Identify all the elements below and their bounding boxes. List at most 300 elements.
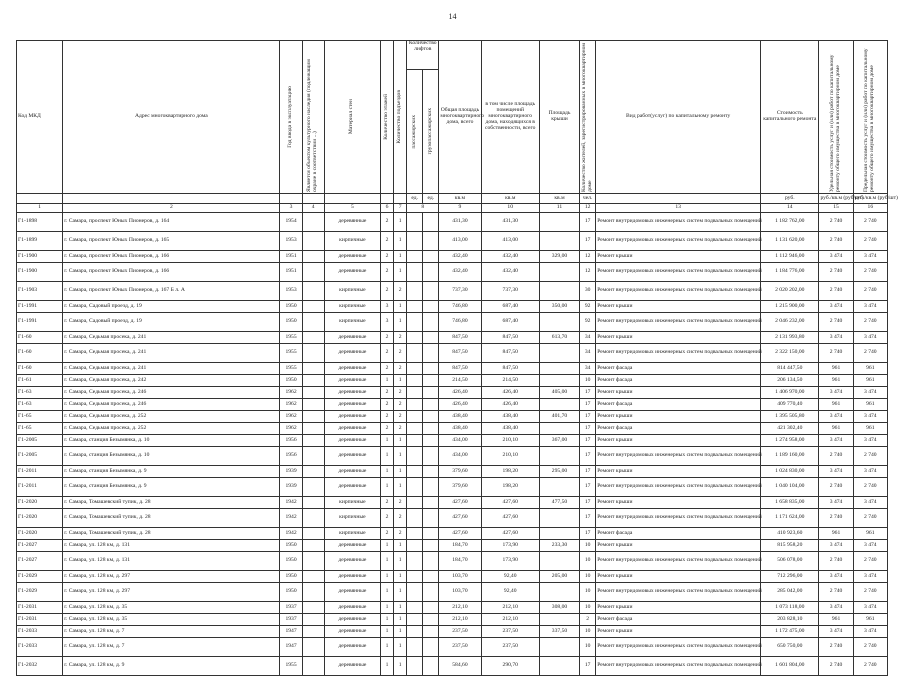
row-max-cost: 3 474 bbox=[853, 602, 887, 614]
table-row bbox=[17, 552, 888, 571]
row-floors: 2 bbox=[381, 411, 394, 423]
row-floors: 1 bbox=[381, 375, 394, 387]
row-residents: 17 bbox=[580, 466, 596, 478]
row-lifts-cargo bbox=[423, 638, 439, 657]
row-roof-area bbox=[539, 528, 579, 540]
row-heritage bbox=[302, 332, 324, 344]
row-unit-cost: 3 474 bbox=[819, 301, 853, 313]
row-residents: 17 bbox=[580, 497, 596, 509]
table-row bbox=[17, 411, 888, 423]
row-max-cost: 3 474 bbox=[853, 332, 887, 344]
unit-cell: кв.м bbox=[439, 194, 481, 204]
row-residents: 17 bbox=[580, 528, 596, 540]
table-row bbox=[17, 583, 888, 602]
row-area-total: 427,60 bbox=[439, 528, 481, 540]
header-address: Адрес многоквартирного дома bbox=[63, 41, 280, 194]
row-area-owned: 212,10 bbox=[481, 602, 539, 614]
row-work-type: Ремонт внутридомовых инженерных систем подвальных помещений bbox=[596, 478, 761, 497]
row-lifts-passenger bbox=[407, 571, 423, 583]
row-lifts-cargo bbox=[423, 528, 439, 540]
row-address: г. Самара, Седьмая просека, д. 241 bbox=[63, 344, 280, 363]
row-entrances: 1 bbox=[394, 583, 407, 602]
row-lifts-cargo bbox=[423, 478, 439, 497]
row-address: г. Самара, Садовый проезд, д. 19 bbox=[63, 313, 280, 332]
row-floors: 2 bbox=[381, 509, 394, 528]
row-max-cost: 2 740 bbox=[853, 232, 887, 251]
table-row bbox=[17, 540, 888, 552]
row-roof-area: 367,00 bbox=[539, 435, 579, 447]
row-year: 1955 bbox=[280, 332, 302, 344]
row-floors: 2 bbox=[381, 263, 394, 282]
row-heritage bbox=[302, 540, 324, 552]
row-lifts-cargo bbox=[423, 435, 439, 447]
row-residents: 12 bbox=[580, 263, 596, 282]
row-residents: 10 bbox=[580, 552, 596, 571]
unit-cell bbox=[324, 194, 380, 204]
row-floors: 2 bbox=[381, 399, 394, 411]
row-max-cost: 3 474 bbox=[853, 435, 887, 447]
row-area-owned: 438,40 bbox=[481, 411, 539, 423]
row-cost: 1 601 804,00 bbox=[761, 657, 819, 676]
row-residents: 10 bbox=[580, 540, 596, 552]
row-work-type: Ремонт внутридомовых инженерных систем подвальных помещений bbox=[596, 263, 761, 282]
row-work-type: Ремонт крыши bbox=[596, 301, 761, 313]
row-year: 1962 bbox=[280, 411, 302, 423]
row-floors: 1 bbox=[381, 583, 394, 602]
row-cost: 814 447,50 bbox=[761, 363, 819, 375]
row-max-cost: 3 474 bbox=[853, 540, 887, 552]
row-floors: 1 bbox=[381, 614, 394, 626]
unit-cell: руб./кв.м (руб/шт) bbox=[819, 194, 853, 204]
row-cost: 1 274 958,00 bbox=[761, 435, 819, 447]
row-unit-cost: 3 474 bbox=[819, 387, 853, 399]
row-year: 1950 bbox=[280, 375, 302, 387]
row-residents: 10 bbox=[580, 626, 596, 638]
row-unit-cost: 961 bbox=[819, 399, 853, 411]
row-area-total: 427,60 bbox=[439, 509, 481, 528]
row-lifts-passenger bbox=[407, 332, 423, 344]
row-area-total: 212,10 bbox=[439, 602, 481, 614]
row-heritage bbox=[302, 399, 324, 411]
row-floors: 2 bbox=[381, 344, 394, 363]
row-address: г. Самара, станция Безымянка, д. 9 bbox=[63, 466, 280, 478]
row-heritage bbox=[302, 263, 324, 282]
row-heritage bbox=[302, 638, 324, 657]
table-row bbox=[17, 263, 888, 282]
row-year: 1955 bbox=[280, 657, 302, 676]
row-address: г. Самара, станция Безымянка, д. 10 bbox=[63, 435, 280, 447]
unit-cell bbox=[63, 194, 280, 204]
row-walls: деревянные bbox=[324, 435, 380, 447]
row-lifts-cargo bbox=[423, 657, 439, 676]
row-work-type: Ремонт фасада bbox=[596, 423, 761, 435]
row-max-cost: 3 474 bbox=[853, 387, 887, 399]
row-unit-cost: 3 474 bbox=[819, 411, 853, 423]
row-floors: 2 bbox=[381, 251, 394, 263]
row-area-total: 426,40 bbox=[439, 387, 481, 399]
row-code: Г1-2032 bbox=[17, 657, 63, 676]
row-heritage bbox=[302, 583, 324, 602]
row-code: Г1-60 bbox=[17, 363, 63, 375]
row-walls: деревянные bbox=[324, 399, 380, 411]
row-floors: 1 bbox=[381, 657, 394, 676]
row-entrances: 2 bbox=[394, 344, 407, 363]
row-lifts-cargo bbox=[423, 332, 439, 344]
row-lifts-passenger bbox=[407, 263, 423, 282]
row-roof-area bbox=[539, 263, 579, 282]
row-residents: 34 bbox=[580, 332, 596, 344]
row-walls: деревянные bbox=[324, 263, 380, 282]
row-area-total: 434,00 bbox=[439, 447, 481, 466]
row-area-total: 746,80 bbox=[439, 313, 481, 332]
row-year: 1947 bbox=[280, 638, 302, 657]
row-max-cost: 961 bbox=[853, 375, 887, 387]
row-work-type: Ремонт крыши bbox=[596, 571, 761, 583]
row-code: Г1-65 bbox=[17, 411, 63, 423]
row-max-cost: 961 bbox=[853, 614, 887, 626]
row-area-total: 746,80 bbox=[439, 301, 481, 313]
row-entrances: 2 bbox=[394, 399, 407, 411]
unit-cell bbox=[596, 194, 761, 204]
row-residents: 17 bbox=[580, 399, 596, 411]
row-unit-cost: 961 bbox=[819, 614, 853, 626]
col-number: 13 bbox=[596, 204, 761, 213]
unit-cell bbox=[280, 194, 302, 204]
row-lifts-passenger bbox=[407, 447, 423, 466]
row-code: Г1-2027 bbox=[17, 552, 63, 571]
table-row bbox=[17, 447, 888, 466]
unit-cell bbox=[394, 194, 407, 204]
row-cost: 1 658 835,00 bbox=[761, 497, 819, 509]
row-cost: 2 020 202,00 bbox=[761, 282, 819, 301]
row-area-total: 432,40 bbox=[439, 263, 481, 282]
row-lifts-cargo bbox=[423, 602, 439, 614]
row-year: 1947 bbox=[280, 626, 302, 638]
row-unit-cost: 2 740 bbox=[819, 282, 853, 301]
row-floors: 1 bbox=[381, 447, 394, 466]
row-unit-cost: 961 bbox=[819, 363, 853, 375]
row-address: г. Самара, Седьмая просека, д. 252 bbox=[63, 423, 280, 435]
header-cost: Стоимость капитального ремонта bbox=[761, 41, 819, 194]
row-heritage bbox=[302, 657, 324, 676]
row-max-cost: 961 bbox=[853, 363, 887, 375]
row-address: г. Самара, ул. 128 км, д. 9 bbox=[63, 657, 280, 676]
row-floors: 1 bbox=[381, 466, 394, 478]
row-entrances: 2 bbox=[394, 423, 407, 435]
row-entrances: 1 bbox=[394, 301, 407, 313]
row-heritage bbox=[302, 528, 324, 540]
row-lifts-cargo bbox=[423, 375, 439, 387]
row-entrances: 2 bbox=[394, 528, 407, 540]
row-walls: кирпичные bbox=[324, 301, 380, 313]
row-lifts-passenger bbox=[407, 626, 423, 638]
table-row bbox=[17, 509, 888, 528]
row-heritage bbox=[302, 626, 324, 638]
row-walls: кирпичные bbox=[324, 232, 380, 251]
row-roof-area bbox=[539, 213, 579, 232]
row-floors: 2 bbox=[381, 423, 394, 435]
row-roof-area: 405,00 bbox=[539, 387, 579, 399]
row-walls: деревянные bbox=[324, 571, 380, 583]
row-area-owned: 92,40 bbox=[481, 571, 539, 583]
row-unit-cost: 3 474 bbox=[819, 540, 853, 552]
row-area-owned: 432,40 bbox=[481, 251, 539, 263]
row-floors: 3 bbox=[381, 313, 394, 332]
row-cost: 1 189 160,00 bbox=[761, 447, 819, 466]
header-unit-cost: Удельная стоимость услуг и (или) работ по капитальному ремонту общего имущества в многоквартирном доме bbox=[819, 41, 853, 194]
row-roof-area: 308,00 bbox=[539, 602, 579, 614]
row-year: 1955 bbox=[280, 344, 302, 363]
row-area-owned: 427,60 bbox=[481, 509, 539, 528]
row-max-cost: 3 474 bbox=[853, 251, 887, 263]
row-address: г. Самара, проспект Юных Пионеров, д. 165 bbox=[63, 232, 280, 251]
row-address: г. Самара, Седьмая просека, д. 246 bbox=[63, 399, 280, 411]
col-number: 12 bbox=[580, 204, 596, 213]
row-entrances: 1 bbox=[394, 263, 407, 282]
row-heritage bbox=[302, 423, 324, 435]
row-heritage bbox=[302, 375, 324, 387]
row-area-total: 103,70 bbox=[439, 583, 481, 602]
row-floors: 2 bbox=[381, 497, 394, 509]
row-lifts-cargo bbox=[423, 423, 439, 435]
row-area-total: 426,40 bbox=[439, 399, 481, 411]
row-floors: 1 bbox=[381, 602, 394, 614]
row-heritage bbox=[302, 363, 324, 375]
row-area-owned: 173,90 bbox=[481, 540, 539, 552]
table-row bbox=[17, 602, 888, 614]
row-max-cost: 2 740 bbox=[853, 657, 887, 676]
row-max-cost: 2 740 bbox=[853, 344, 887, 363]
row-walls: кирпичные bbox=[324, 528, 380, 540]
row-lifts-passenger bbox=[407, 375, 423, 387]
row-residents: 17 bbox=[580, 657, 596, 676]
row-area-total: 103,70 bbox=[439, 571, 481, 583]
row-max-cost: 2 740 bbox=[853, 282, 887, 301]
row-lifts-passenger bbox=[407, 583, 423, 602]
row-area-owned: 212,10 bbox=[481, 614, 539, 626]
row-heritage bbox=[302, 313, 324, 332]
row-address: г. Самара, ул. 128 км, д. 35 bbox=[63, 602, 280, 614]
row-area-owned: 427,60 bbox=[481, 497, 539, 509]
row-cost: 421 302,40 bbox=[761, 423, 819, 435]
row-area-owned: 237,50 bbox=[481, 626, 539, 638]
header-heritage: Является объектом культурного наследия (подлежащим охране в соответствии ...) bbox=[302, 41, 324, 194]
row-area-total: 237,50 bbox=[439, 626, 481, 638]
row-code: Г1-2033 bbox=[17, 626, 63, 638]
row-heritage bbox=[302, 466, 324, 478]
row-heritage bbox=[302, 447, 324, 466]
row-area-owned: 214,50 bbox=[481, 375, 539, 387]
row-lifts-cargo bbox=[423, 282, 439, 301]
row-lifts-passenger bbox=[407, 638, 423, 657]
row-lifts-passenger bbox=[407, 509, 423, 528]
row-cost: 1 406 970,00 bbox=[761, 387, 819, 399]
row-lifts-cargo bbox=[423, 447, 439, 466]
row-walls: деревянные bbox=[324, 363, 380, 375]
row-cost: 1 182 762,00 bbox=[761, 213, 819, 232]
row-walls: деревянные bbox=[324, 583, 380, 602]
table-row bbox=[17, 614, 888, 626]
row-area-total: 214,50 bbox=[439, 375, 481, 387]
row-unit-cost: 961 bbox=[819, 423, 853, 435]
row-residents: 10 bbox=[580, 571, 596, 583]
row-floors: 2 bbox=[381, 363, 394, 375]
row-year: 1942 bbox=[280, 528, 302, 540]
row-work-type: Ремонт крыши bbox=[596, 411, 761, 423]
row-cost: 2 131 993,80 bbox=[761, 332, 819, 344]
table-row bbox=[17, 344, 888, 363]
row-unit-cost: 2 740 bbox=[819, 447, 853, 466]
row-unit-cost: 2 740 bbox=[819, 478, 853, 497]
row-area-total: 184,70 bbox=[439, 540, 481, 552]
row-cost: 285 042,00 bbox=[761, 583, 819, 602]
table-row bbox=[17, 626, 888, 638]
row-area-total: 434,00 bbox=[439, 435, 481, 447]
row-lifts-cargo bbox=[423, 552, 439, 571]
row-lifts-cargo bbox=[423, 232, 439, 251]
row-max-cost: 2 740 bbox=[853, 263, 887, 282]
row-max-cost: 3 474 bbox=[853, 497, 887, 509]
row-walls: деревянные bbox=[324, 657, 380, 676]
row-walls: деревянные bbox=[324, 213, 380, 232]
row-unit-cost: 2 740 bbox=[819, 638, 853, 657]
row-area-owned: 737,30 bbox=[481, 282, 539, 301]
row-floors: 1 bbox=[381, 571, 394, 583]
row-address: г. Самара, Седьмая просека, д. 246 bbox=[63, 387, 280, 399]
row-walls: деревянные bbox=[324, 614, 380, 626]
row-code: Г1-63 bbox=[17, 387, 63, 399]
row-max-cost: 2 740 bbox=[853, 552, 887, 571]
row-address: г. Самара, ул. 128 км, д. 7 bbox=[63, 638, 280, 657]
row-walls: деревянные bbox=[324, 423, 380, 435]
table-row bbox=[17, 435, 888, 447]
table-row bbox=[17, 251, 888, 263]
row-year: 1962 bbox=[280, 387, 302, 399]
row-year: 1951 bbox=[280, 251, 302, 263]
row-address: г. Самара, ул. 128 км, д. 131 bbox=[63, 552, 280, 571]
row-residents: 34 bbox=[580, 363, 596, 375]
row-residents: 17 bbox=[580, 435, 596, 447]
row-area-total: 431,30 bbox=[439, 213, 481, 232]
row-code: Г1-61 bbox=[17, 375, 63, 387]
row-lifts-cargo bbox=[423, 363, 439, 375]
row-code: Г1-2029 bbox=[17, 571, 63, 583]
table-row bbox=[17, 657, 888, 676]
table-row bbox=[17, 466, 888, 478]
row-year: 1950 bbox=[280, 583, 302, 602]
row-lifts-passenger bbox=[407, 399, 423, 411]
row-area-total: 737,30 bbox=[439, 282, 481, 301]
row-year: 1956 bbox=[280, 447, 302, 466]
row-roof-area: 477,50 bbox=[539, 497, 579, 509]
row-area-owned: 413,00 bbox=[481, 232, 539, 251]
row-max-cost: 961 bbox=[853, 423, 887, 435]
header-walls: Материал стен bbox=[324, 41, 380, 194]
row-floors: 1 bbox=[381, 626, 394, 638]
row-entrances: 1 bbox=[394, 540, 407, 552]
row-year: 1939 bbox=[280, 466, 302, 478]
row-work-type: Ремонт внутридомовых инженерных систем подвальных помещений bbox=[596, 447, 761, 466]
row-walls: деревянные bbox=[324, 344, 380, 363]
row-lifts-passenger bbox=[407, 497, 423, 509]
row-entrances: 2 bbox=[394, 332, 407, 344]
col-number: 7 bbox=[394, 204, 407, 213]
table-row bbox=[17, 282, 888, 301]
row-address: г. Самара, Седьмая просека, д. 252 bbox=[63, 411, 280, 423]
row-area-owned: 198,20 bbox=[481, 466, 539, 478]
row-year: 1937 bbox=[280, 614, 302, 626]
header-area-owned: в том числе площадь помещений многоквартирного дома, находящихся в собственности, всего bbox=[481, 41, 539, 194]
row-lifts-passenger bbox=[407, 528, 423, 540]
row-year: 1956 bbox=[280, 435, 302, 447]
row-address: г. Самара, Седьмая просека, д. 241 bbox=[63, 332, 280, 344]
row-area-total: 438,40 bbox=[439, 423, 481, 435]
row-lifts-cargo bbox=[423, 344, 439, 363]
row-roof-area bbox=[539, 478, 579, 497]
row-walls: деревянные bbox=[324, 332, 380, 344]
row-code: Г1-1900 bbox=[17, 263, 63, 282]
row-heritage bbox=[302, 213, 324, 232]
row-code: Г1-2020 bbox=[17, 528, 63, 540]
row-cost: 1 073 118,00 bbox=[761, 602, 819, 614]
row-roof-area: 337,50 bbox=[539, 626, 579, 638]
row-roof-area bbox=[539, 363, 579, 375]
header-lifts-passenger: пассажирских bbox=[410, 114, 417, 149]
row-max-cost: 3 474 bbox=[853, 571, 887, 583]
row-walls: деревянные bbox=[324, 638, 380, 657]
col-number: 4 bbox=[302, 204, 324, 213]
row-lifts-cargo bbox=[423, 509, 439, 528]
row-walls: кирпичные bbox=[324, 497, 380, 509]
row-heritage bbox=[302, 251, 324, 263]
row-floors: 2 bbox=[381, 332, 394, 344]
col-number: 3 bbox=[280, 204, 302, 213]
unit-cell: чел. bbox=[580, 194, 596, 204]
row-code: Г1-1900 bbox=[17, 251, 63, 263]
row-address: г. Самара, ул. 128 км, д. 131 bbox=[63, 540, 280, 552]
row-year: 1962 bbox=[280, 423, 302, 435]
row-entrances: 2 bbox=[394, 509, 407, 528]
col-number: 11 bbox=[539, 204, 579, 213]
row-lifts-cargo bbox=[423, 301, 439, 313]
unit-cell: ед. bbox=[423, 194, 439, 204]
row-area-owned: 198,20 bbox=[481, 478, 539, 497]
row-address: г. Самара, проспект Юных Пионеров, д. 167 Б л. А bbox=[63, 282, 280, 301]
row-lifts-passenger bbox=[407, 478, 423, 497]
row-entrances: 1 bbox=[394, 375, 407, 387]
row-area-total: 237,50 bbox=[439, 638, 481, 657]
table-row bbox=[17, 232, 888, 251]
row-year: 1939 bbox=[280, 478, 302, 497]
row-floors: 2 bbox=[381, 213, 394, 232]
row-roof-area bbox=[539, 375, 579, 387]
row-work-type: Ремонт внутридомовых инженерных систем подвальных помещений bbox=[596, 552, 761, 571]
row-max-cost: 2 740 bbox=[853, 213, 887, 232]
table-row bbox=[17, 332, 888, 344]
row-code: Г1-2031 bbox=[17, 602, 63, 614]
row-code: Г1-2005 bbox=[17, 447, 63, 466]
row-address: г. Самара, ул. 128 км, д. 7 bbox=[63, 626, 280, 638]
row-entrances: 1 bbox=[394, 638, 407, 657]
row-residents: 10 bbox=[580, 375, 596, 387]
row-address: г. Самара, проспект Юных Пионеров, д. 166 bbox=[63, 251, 280, 263]
col-number: 8 bbox=[407, 204, 439, 213]
table-row bbox=[17, 497, 888, 509]
row-entrances: 2 bbox=[394, 387, 407, 399]
row-floors: 2 bbox=[381, 232, 394, 251]
row-walls: деревянные bbox=[324, 626, 380, 638]
row-lifts-passenger bbox=[407, 552, 423, 571]
